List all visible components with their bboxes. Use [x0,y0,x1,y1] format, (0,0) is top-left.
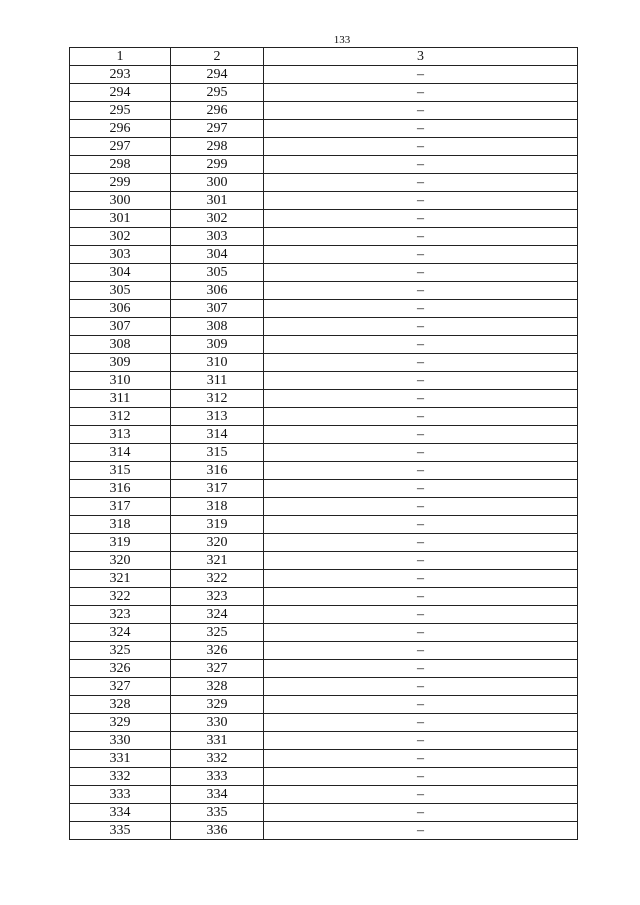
table-cell-col-2: 298 [171,138,264,156]
table-cell-col-2: 322 [171,570,264,588]
table-cell-col-1: 321 [70,570,171,588]
table-row [70,732,578,750]
table-cell-col-1: 326 [70,660,171,678]
table-cell-col-2: 314 [171,426,264,444]
table-row [70,444,578,462]
table-row [70,678,578,696]
table-row [70,300,578,318]
table-cell-col-2: 336 [171,822,264,840]
table-row [70,606,578,624]
table-cell-col-1: 329 [70,714,171,732]
table-cell-col-1: 311 [70,390,171,408]
table-cell-col-1: 318 [70,516,171,534]
table-row [70,174,578,192]
table-cell-col-3: – [264,210,578,228]
table-row [70,804,578,822]
table-cell-col-3: – [264,804,578,822]
table-cell-col-3: – [264,534,578,552]
table-row [70,660,578,678]
table-cell-col-1: 317 [70,498,171,516]
table-cell-col-2: 296 [171,102,264,120]
table-cell-col-1: 323 [70,606,171,624]
table-cell-col-2: 331 [171,732,264,750]
table-cell-col-3: – [264,678,578,696]
table-cell-col-3: – [264,372,578,390]
table-cell-col-3: – [264,714,578,732]
page-number: 133 [333,34,351,46]
table-cell-col-3: – [264,300,578,318]
table-cell-col-3: – [264,138,578,156]
table-cell-col-1: 335 [70,822,171,840]
table-row [70,714,578,732]
table-row [70,480,578,498]
table-row [70,588,578,606]
table-cell-col-3: – [264,426,578,444]
table-cell-col-2: 297 [171,120,264,138]
table-cell-col-2: 327 [171,660,264,678]
table-row [70,696,578,714]
table-row [70,264,578,282]
table-cell-col-1: 327 [70,678,171,696]
table-row [70,498,578,516]
table-cell-col-2: 301 [171,192,264,210]
table-cell-col-1: 302 [70,228,171,246]
table-cell-col-3: – [264,84,578,102]
column-header-2: 2 [171,48,264,66]
table-cell-col-1: 313 [70,426,171,444]
table-cell-col-3: – [264,750,578,768]
table-cell-col-3: – [264,120,578,138]
table-cell-col-2: 303 [171,228,264,246]
table-cell-col-2: 319 [171,516,264,534]
table-row [70,786,578,804]
table-cell-col-2: 332 [171,750,264,768]
table-cell-col-1: 307 [70,318,171,336]
table-row [70,336,578,354]
table-row [70,318,578,336]
table-cell-col-2: 328 [171,678,264,696]
table-cell-col-2: 335 [171,804,264,822]
table-cell-col-3: – [264,696,578,714]
table-cell-col-3: – [264,156,578,174]
table-cell-col-1: 294 [70,84,171,102]
table-row [70,228,578,246]
table-row [70,642,578,660]
table-cell-col-3: – [264,462,578,480]
table-row [70,516,578,534]
table-row [70,552,578,570]
table-cell-col-2: 304 [171,246,264,264]
table-body [70,66,578,840]
table-cell-col-2: 330 [171,714,264,732]
table-cell-col-1: 328 [70,696,171,714]
table-cell-col-2: 318 [171,498,264,516]
table-row [70,624,578,642]
table-cell-col-2: 308 [171,318,264,336]
table-cell-col-3: – [264,552,578,570]
table-cell-col-2: 334 [171,786,264,804]
table-cell-col-1: 303 [70,246,171,264]
table-cell-col-1: 310 [70,372,171,390]
table-row [70,210,578,228]
table-row [70,120,578,138]
table-cell-col-2: 310 [171,354,264,372]
table-cell-col-1: 298 [70,156,171,174]
table-row [70,66,578,84]
table-cell-col-2: 305 [171,264,264,282]
column-header-3: 3 [264,48,578,66]
table-row [70,426,578,444]
table-row [70,750,578,768]
table-row [70,156,578,174]
table-cell-col-3: – [264,642,578,660]
table-cell-col-3: – [264,786,578,804]
table-cell-col-3: – [264,498,578,516]
table-cell-col-1: 325 [70,642,171,660]
table-cell-col-3: – [264,624,578,642]
table-cell-col-3: – [264,354,578,372]
table-cell-col-2: 306 [171,282,264,300]
table-row [70,84,578,102]
table-row [70,408,578,426]
table-cell-col-3: – [264,318,578,336]
table-cell-col-2: 313 [171,408,264,426]
table-cell-col-1: 314 [70,444,171,462]
table-cell-col-2: 325 [171,624,264,642]
table-cell-col-3: – [264,246,578,264]
table-cell-col-3: – [264,174,578,192]
table-cell-col-3: – [264,768,578,786]
data-table [69,47,578,840]
table-cell-col-1: 315 [70,462,171,480]
table-row [70,246,578,264]
table-cell-col-2: 323 [171,588,264,606]
table-cell-col-3: – [264,822,578,840]
table-row [70,192,578,210]
table-cell-col-3: – [264,264,578,282]
table-cell-col-3: – [264,192,578,210]
table-cell-col-3: – [264,606,578,624]
table-cell-col-1: 319 [70,534,171,552]
table-cell-col-1: 300 [70,192,171,210]
table-cell-col-2: 317 [171,480,264,498]
table-cell-col-3: – [264,480,578,498]
table-cell-col-1: 297 [70,138,171,156]
table-row [70,534,578,552]
column-header-1: 1 [70,48,171,66]
table-cell-col-2: 302 [171,210,264,228]
table-cell-col-3: – [264,732,578,750]
table-row [70,822,578,840]
table-cell-col-1: 334 [70,804,171,822]
table-header-row [70,48,578,66]
table-row [70,372,578,390]
table-cell-col-3: – [264,444,578,462]
table-cell-col-3: – [264,66,578,84]
table-cell-col-1: 293 [70,66,171,84]
table-cell-col-1: 306 [70,300,171,318]
table-cell-col-1: 333 [70,786,171,804]
table-row [70,768,578,786]
table-cell-col-1: 330 [70,732,171,750]
table-cell-col-1: 296 [70,120,171,138]
table-row [70,354,578,372]
table-cell-col-3: – [264,390,578,408]
table-cell-col-2: 321 [171,552,264,570]
table-cell-col-2: 311 [171,372,264,390]
table-cell-col-3: – [264,336,578,354]
table-cell-col-1: 322 [70,588,171,606]
table-cell-col-1: 308 [70,336,171,354]
table-cell-col-1: 309 [70,354,171,372]
table-cell-col-3: – [264,570,578,588]
table-cell-col-1: 324 [70,624,171,642]
table-cell-col-1: 332 [70,768,171,786]
table-cell-col-3: – [264,660,578,678]
table-cell-col-3: – [264,228,578,246]
table-cell-col-2: 333 [171,768,264,786]
table-cell-col-2: 307 [171,300,264,318]
table-cell-col-3: – [264,282,578,300]
table-row [70,462,578,480]
table-cell-col-3: – [264,588,578,606]
table-cell-col-3: – [264,408,578,426]
table-cell-col-1: 312 [70,408,171,426]
table-cell-col-2: 309 [171,336,264,354]
table-cell-col-2: 326 [171,642,264,660]
table-cell-col-3: – [264,516,578,534]
table-cell-col-2: 295 [171,84,264,102]
table-row [70,390,578,408]
table-cell-col-1: 299 [70,174,171,192]
table-cell-col-2: 294 [171,66,264,84]
table-cell-col-2: 300 [171,174,264,192]
table-cell-col-2: 315 [171,444,264,462]
table-cell-col-1: 301 [70,210,171,228]
table-cell-col-1: 320 [70,552,171,570]
table-cell-col-2: 312 [171,390,264,408]
table-cell-col-2: 299 [171,156,264,174]
table-cell-col-2: 320 [171,534,264,552]
table-cell-col-1: 331 [70,750,171,768]
table-row [70,570,578,588]
table-cell-col-1: 295 [70,102,171,120]
table-cell-col-1: 316 [70,480,171,498]
table-row [70,102,578,120]
table-cell-col-2: 324 [171,606,264,624]
table-cell-col-1: 305 [70,282,171,300]
table-cell-col-2: 316 [171,462,264,480]
table-cell-col-2: 329 [171,696,264,714]
table-row [70,282,578,300]
table-cell-col-1: 304 [70,264,171,282]
table-row [70,138,578,156]
table-cell-col-3: – [264,102,578,120]
